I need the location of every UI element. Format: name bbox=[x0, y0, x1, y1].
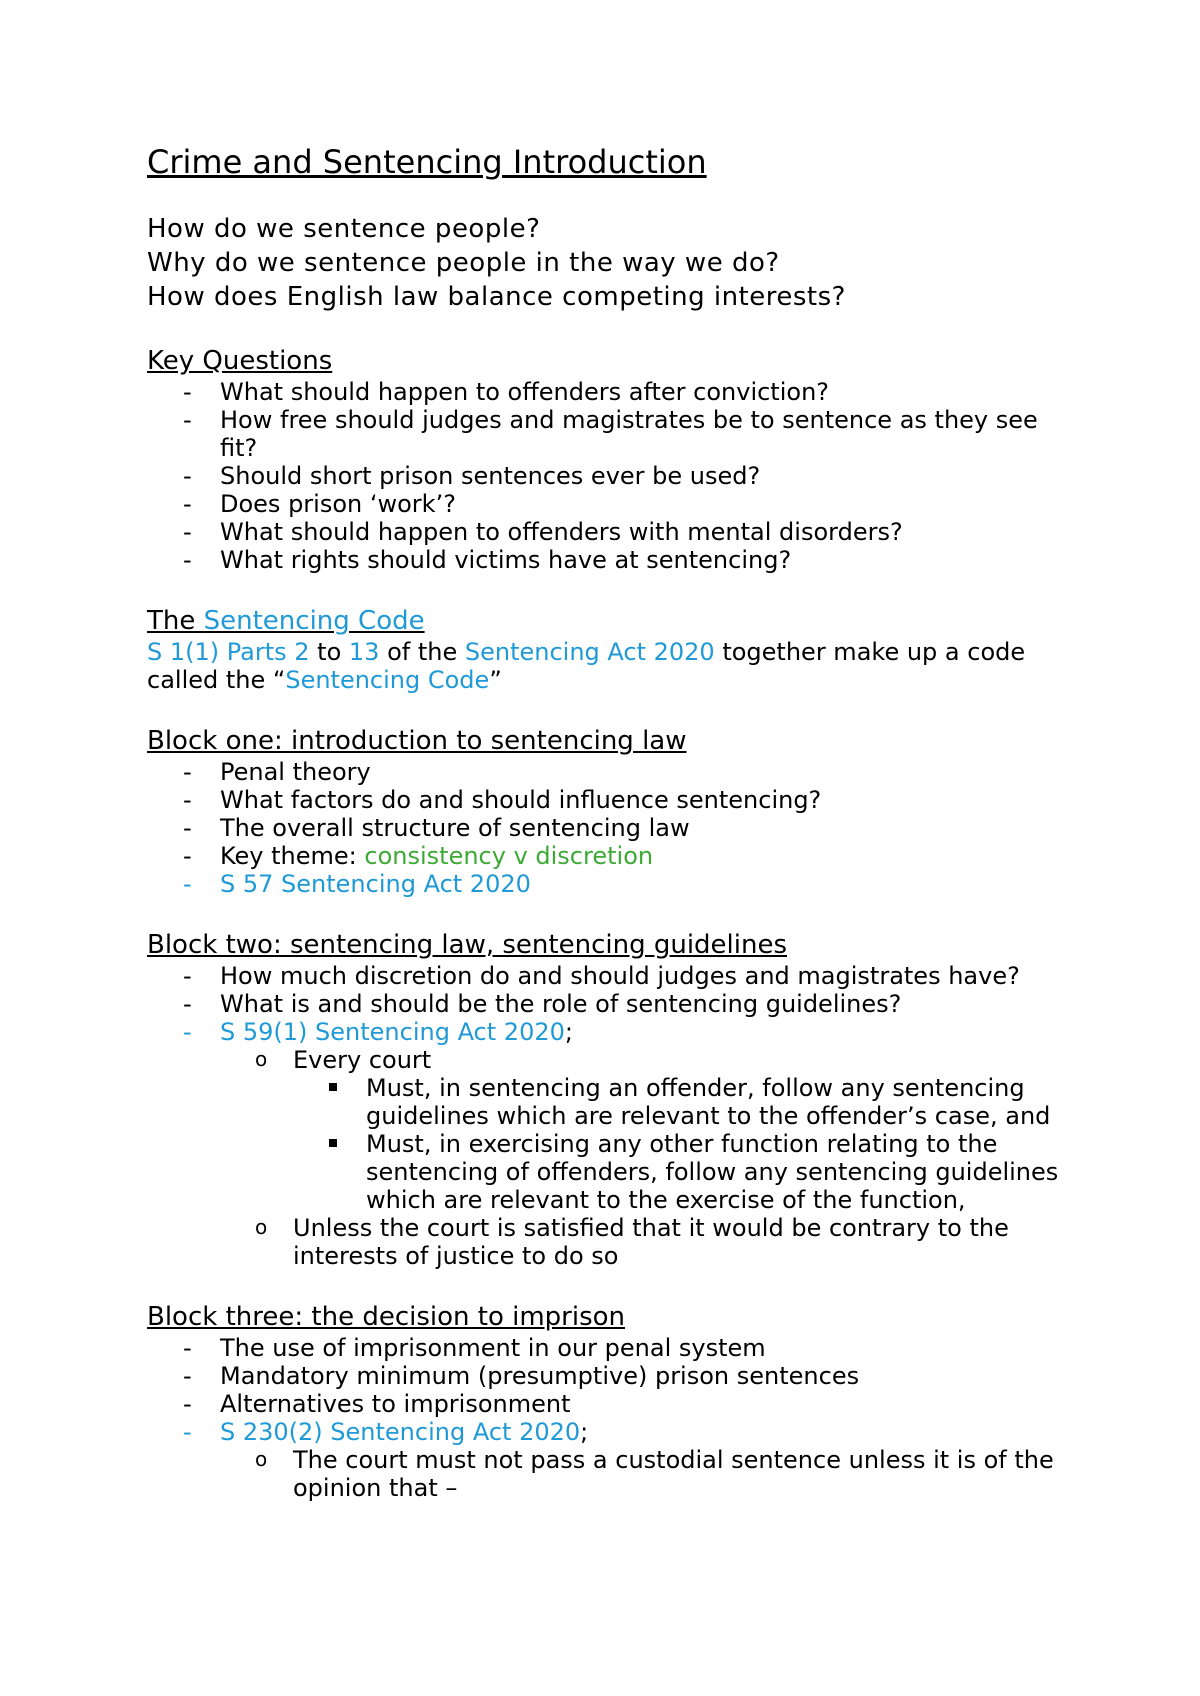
list-item: - Mandatory minimum (presumptive) prison sentences bbox=[147, 1362, 1067, 1390]
text: ” bbox=[489, 666, 502, 694]
sub-sub-item: Must, in exercising any other function relating to the sentencing of offenders, follow any sentencing guidelines which are relevant to the exercise of the function, bbox=[293, 1130, 1067, 1214]
s59-link[interactable]: S 59(1) Sentencing Act 2020 bbox=[220, 1018, 565, 1046]
sentencing-code-link[interactable]: Sentencing Code bbox=[203, 606, 425, 636]
part-13-link[interactable]: 13 bbox=[348, 638, 380, 666]
block-one-list bbox=[147, 758, 1067, 898]
key-theme-label: Key theme: bbox=[220, 842, 365, 870]
s1-link[interactable]: S 1(1) Parts 2 bbox=[147, 638, 310, 666]
heading-prefix: The bbox=[147, 606, 204, 636]
sub-item: o The court must not pass a custodial sentence unless it is of the opinion that – bbox=[220, 1446, 1067, 1502]
s57-link[interactable]: - S 57 Sentencing Act 2020 bbox=[147, 870, 1067, 898]
s59-sublist bbox=[220, 1046, 1067, 1270]
list-item: - What factors do and should influence sentencing? bbox=[147, 786, 1067, 814]
list-item: - Should short prison sentences ever be used? bbox=[147, 462, 1067, 490]
list-item: - Alternatives to imprisonment bbox=[147, 1390, 1067, 1418]
intro-line: How do we sentence people? bbox=[147, 214, 541, 244]
musts-list bbox=[293, 1074, 1067, 1214]
key-questions-list bbox=[147, 378, 1067, 574]
list-item: - How free should judges and magistrates be to sentence as they see fit? bbox=[147, 406, 1067, 462]
s230-sublist bbox=[220, 1446, 1067, 1502]
document-page bbox=[147, 140, 1067, 1532]
sentencing-code-paragraph bbox=[147, 638, 1067, 694]
list-item: - Penal theory bbox=[147, 758, 1067, 786]
intro-line: How does English law balance competing interests? bbox=[147, 282, 846, 312]
sub-sub-item: Must, in sentencing an offender, follow any sentencing guidelines which are relevant to the offender’s case, and bbox=[293, 1074, 1067, 1130]
sentencing-code-ref[interactable]: Sentencing Code bbox=[285, 666, 490, 694]
block-one-section bbox=[147, 724, 1067, 898]
list-item: - What should happen to offenders after conviction? bbox=[147, 378, 1067, 406]
block-two-list bbox=[147, 962, 1067, 1270]
list-item: - What rights should victims have at sentencing? bbox=[147, 546, 1067, 574]
block-three-list bbox=[147, 1334, 1067, 1502]
list-item: - What is and should be the role of sentencing guidelines? bbox=[147, 990, 1067, 1018]
list-item bbox=[147, 1018, 1067, 1270]
list-item bbox=[147, 1418, 1067, 1502]
sentencing-code-heading bbox=[147, 604, 1067, 638]
page-title: Crime and Sentencing Introduction bbox=[147, 143, 707, 181]
list-item: - Does prison ‘work’? bbox=[147, 490, 1067, 518]
intro-line: Why do we sentence people in the way we do? bbox=[147, 248, 780, 278]
block-three-heading: Block three: the decision to imprison bbox=[147, 1302, 626, 1332]
sentencing-act-link[interactable]: Sentencing Act 2020 bbox=[464, 638, 715, 666]
block-three-section bbox=[147, 1300, 1067, 1502]
text: together make up a code called the “ bbox=[147, 638, 1026, 694]
s230-link[interactable]: S 230(2) Sentencing Act 2020 bbox=[220, 1418, 581, 1446]
block-one-heading: Block one: introduction to sentencing law bbox=[147, 726, 687, 756]
list-item: - The use of imprisonment in our penal system bbox=[147, 1334, 1067, 1362]
text: ; bbox=[564, 1018, 573, 1046]
list-item: - How much discretion do and should judges and magistrates have? bbox=[147, 962, 1067, 990]
sub-item: o Unless the court is satisfied that it would be contrary to the interests of justice to do so bbox=[220, 1214, 1067, 1270]
list-item: - The overall structure of sentencing law bbox=[147, 814, 1067, 842]
block-two-heading: Block two: sentencing law, sentencing guidelines bbox=[147, 930, 788, 960]
key-questions-section bbox=[147, 344, 1067, 574]
intro-questions bbox=[147, 212, 1067, 314]
list-item: - What should happen to offenders with mental disorders? bbox=[147, 518, 1067, 546]
text: to bbox=[309, 638, 349, 666]
list-item bbox=[147, 842, 1067, 870]
sentencing-code-section bbox=[147, 604, 1067, 694]
key-theme-value: consistency v discretion bbox=[364, 842, 654, 870]
text: ; bbox=[580, 1418, 589, 1446]
sub-item bbox=[220, 1046, 1067, 1214]
text: of the bbox=[379, 638, 465, 666]
every-court: Every court bbox=[293, 1046, 432, 1074]
block-two-section bbox=[147, 928, 1067, 1270]
key-questions-heading: Key Questions bbox=[147, 346, 333, 376]
